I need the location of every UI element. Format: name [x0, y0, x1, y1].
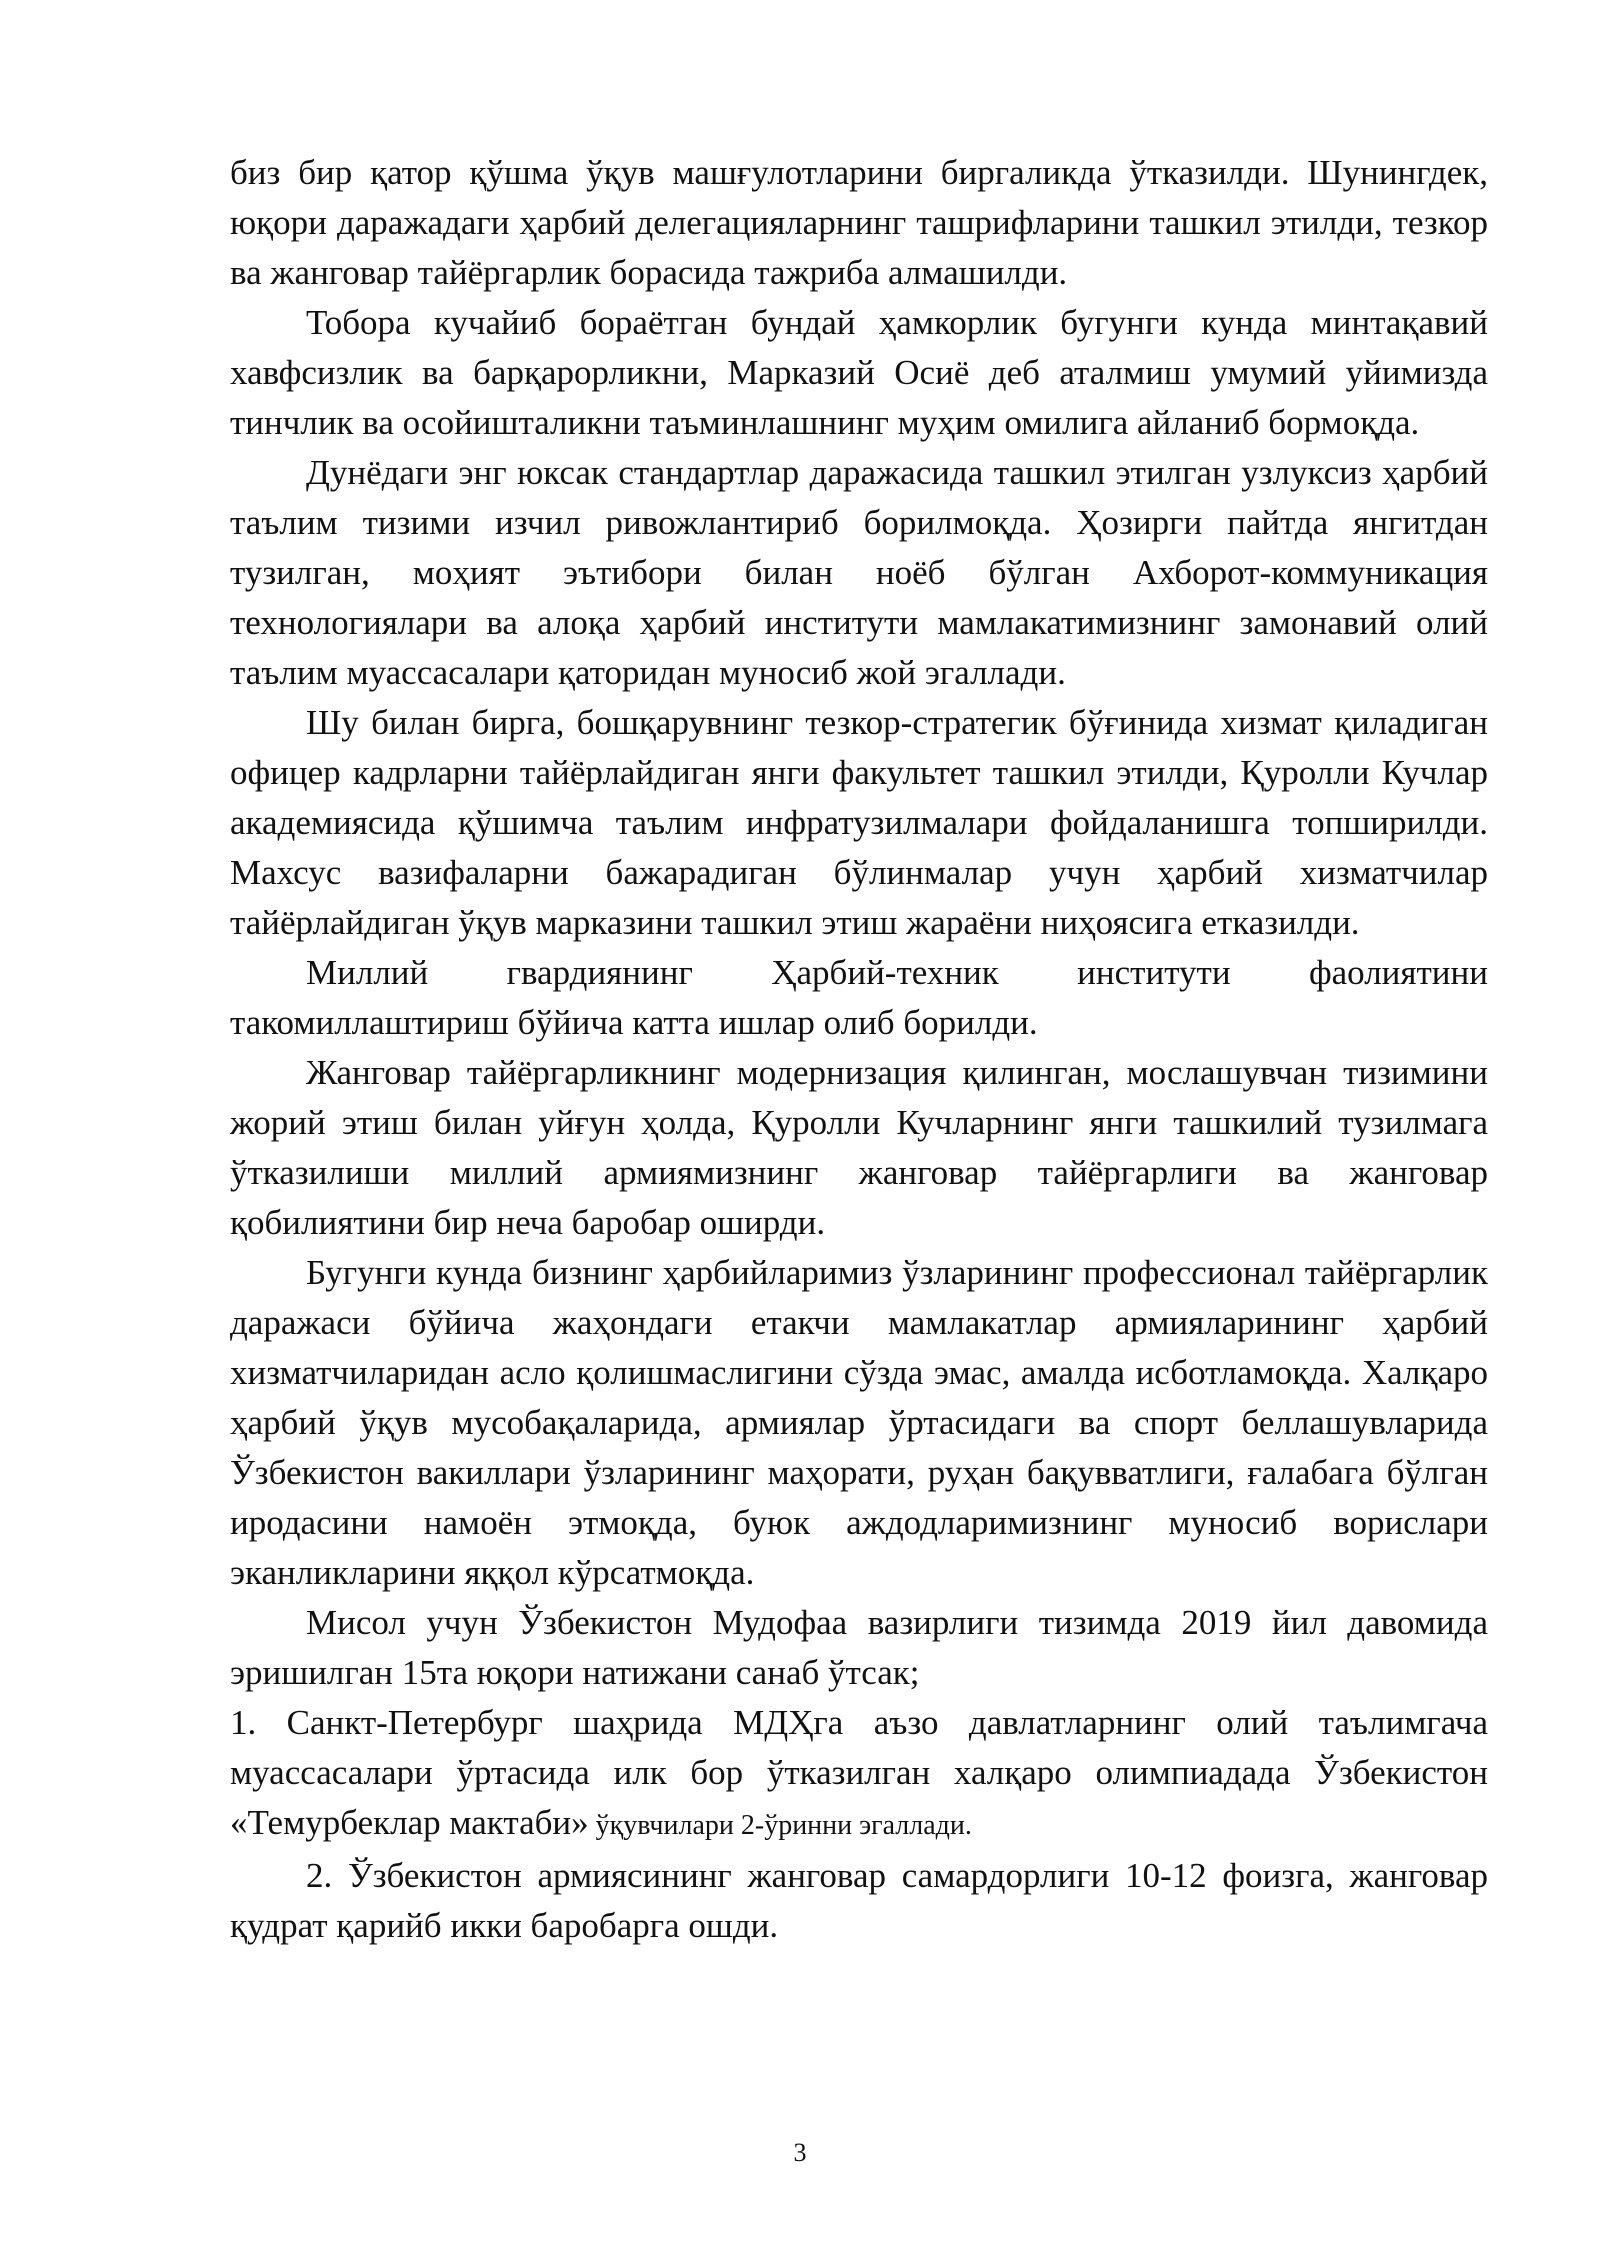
paragraph-3: Дунёдаги энг юксак стандартлар даражасида ташкил этилган узлуксиз ҳарбий таълим тизими изчил ривожлантириб борилмоқда. Ҳозирги пайтда янгитдан тузилган, моҳият эътибори билан ноёб бўлган Ахборот-коммуникация технологиялари ва алоқа ҳарбий институти мамлакатимизнинг замонавий олий таълим муассасалари қаторидан муносиб жой эгаллади. [230, 453, 1488, 692]
paragraph-8: Мисол учун Ўзбекистон Мудофаа вазирлиги тизимда 2019 йил давомида эришилган 15та юқори натижани санаб ўтсак; [230, 1603, 1488, 1692]
paragraph-6: Жанговар тайёргарликнинг модернизация қилинган, мослашувчан тизимини жорий этиш билан уйғун ҳолда, Қуролли Кучларнинг янги ташкилий тузилмага ўтказилиши миллий армиямизнинг жанговар тайёргарлиги ва жанговар қобилиятини бир неча баробар оширди. [230, 1053, 1488, 1242]
document-body [230, 148, 1488, 1951]
list-item-1-small-text: ўқувчилари 2-ўринни эгаллади. [588, 1810, 972, 1841]
paragraph-4: Шу билан бирга, бошқарувнинг тезкор-стратегик бўғинида хизмат қиладиган офицер кадрларни тайёрлайдиган янги факультет ташкил этилди, Қуролли Кучлар академиясида қўшимча таълим инфратузилмалари фойдаланишга топширилди. Махсус вазифаларни бажарадиган бўлинмалар учун ҳарбий хизматчилар тайёрлайдиган ўқув марказини ташкил этиш жараёни ниҳоясига етказилди. [230, 703, 1488, 942]
paragraph-5: Миллий гвардиянинг Ҳарбий-техник институти фаолиятини такомиллаштириш бўйича катта ишлар олиб борилди. [230, 953, 1488, 1042]
paragraph-2: Тобора кучайиб бораётган бундай ҳамкорлик бугунги кунда минтақавий хавфсизлик ва барқарорликни, Марказий Осиё деб аталмиш умумий уйимизда тинчлик ва осойишталикни таъминлашнинг муҳим омилига айланиб бормоқда. [230, 303, 1488, 442]
list-item-1 [230, 1698, 1488, 1851]
paragraph-1: биз бир қатор қўшма ўқув машғулотларини биргаликда ўтказилди. Шунингдек, юқори даражадаги ҳарбий делегацияларнинг ташрифларини ташкил этилди, тезкор ва жанговар тайёргарлик борасида тажриба алмашилди. [230, 153, 1488, 292]
list-item-2: 2. Ўзбекистон армиясининг жанговар самардорлиги 10-12 фоизга, жанговар қудрат қарийб икки баробарга ошди. [230, 1856, 1488, 1945]
page-number: 3 [793, 2138, 807, 2167]
list-item-1-text: 1. Санкт-Петербург шаҳрида МДҲга аъзо давлатларнинг олий таълимгача муассасалари ўртасида илк бор ўтказилган халқаро олимпиадада Ўзбекистон «Темурбеклар мактаби» [230, 1703, 1488, 1842]
paragraph-7: Бугунги кунда бизнинг ҳарбийларимиз ўзларининг профессионал тайёргарлик даражаси бўйича жаҳондаги етакчи мамлакатлар армияларининг ҳарбий хизматчиларидан асло қолишмаслигини сўзда эмас, амалда исботламоқда. Халқаро ҳарбий ўқув мусобақаларида, армиялар ўртасидаги ва спорт беллашувларида Ўзбекистон вакиллари ўзларининг маҳорати, руҳан бақувватлиги, ғалабага бўлган иродасини намоён этмоқда, буюк аждодларимизнинг муносиб ворислари эканликларини яққол кўрсатмоқда. [230, 1253, 1488, 1592]
